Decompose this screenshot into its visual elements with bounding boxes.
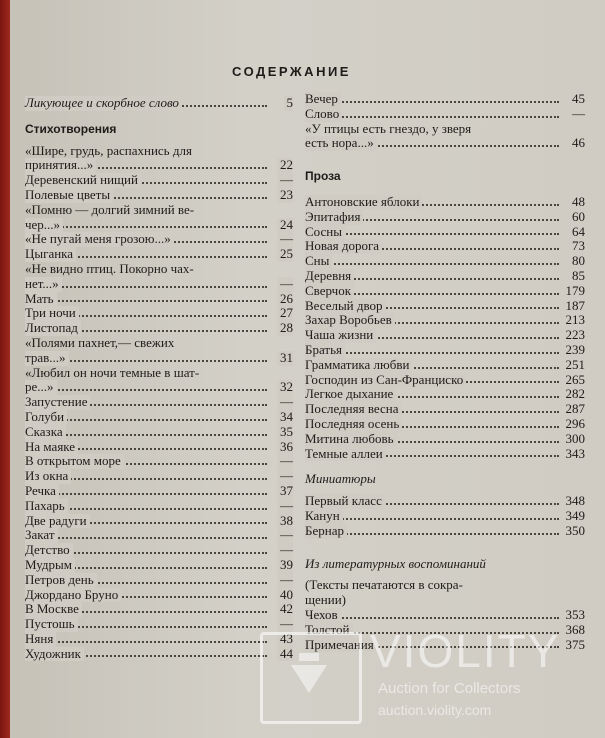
toc-entry xyxy=(25,321,293,336)
toc-entry-page: 60 xyxy=(569,210,585,225)
toc-entry-title: чер...» xyxy=(25,218,63,233)
toc-entry-page: — xyxy=(277,617,293,632)
toc-entry-title: Братья xyxy=(305,343,345,358)
toc-entry-page: 353 xyxy=(563,608,586,623)
toc-entry-title: На маяке xyxy=(25,440,78,455)
toc-entry xyxy=(25,188,293,203)
toc-entry-page: — xyxy=(277,543,293,558)
toc-entry-title: Стихотворения xyxy=(25,121,117,136)
toc-entry-page: 42 xyxy=(277,602,293,617)
toc-entry-title: Деревня xyxy=(305,269,354,284)
toc-entry-page: 37 xyxy=(277,484,293,499)
toc-entry-page: — xyxy=(277,528,293,543)
section-heading xyxy=(305,472,585,487)
toc-entry-title: Три ночи xyxy=(25,306,79,321)
toc-entry-title: ре...» xyxy=(25,380,57,395)
toc-entry xyxy=(305,417,585,432)
toc-entry xyxy=(305,524,585,539)
toc-entry xyxy=(25,558,293,573)
toc-entry xyxy=(305,373,585,388)
toc-entry-title: Из окна xyxy=(25,469,71,484)
toc-entry xyxy=(25,528,293,543)
toc-entry xyxy=(305,578,585,593)
toc-entry-page: 73 xyxy=(569,239,585,254)
toc-entry-page: 300 xyxy=(563,432,586,447)
toc-entry xyxy=(305,447,585,462)
toc-entry-title: «Шире, грудь, распахнись для xyxy=(25,142,192,158)
spacer xyxy=(25,111,293,122)
toc-entry-title: Слово xyxy=(305,107,342,122)
toc-entry-title: Новая дорога xyxy=(305,239,382,254)
toc-entry-title: Цыганка xyxy=(25,247,76,262)
toc-entry-title: «Не видно птиц. Покорно чах- xyxy=(25,260,194,276)
toc-entry-title: Запустение xyxy=(25,395,90,410)
toc-entry xyxy=(305,593,585,608)
toc-entry-page: 39 xyxy=(277,558,293,573)
toc-entry-page: 375 xyxy=(563,638,586,653)
toc-entry-title: Антоновские яблоки xyxy=(305,195,422,210)
toc-entry xyxy=(25,336,293,351)
toc-entry-page: 80 xyxy=(569,254,585,269)
toc-entry-page: 187 xyxy=(563,299,586,314)
toc-entry-title: Примечания xyxy=(305,638,377,653)
toc-entry-title: Веселый двор xyxy=(305,299,386,314)
toc-entry-page: 22 xyxy=(277,158,293,173)
toc-entry-page: — xyxy=(277,573,293,588)
toc-entry-title: Митина любовь xyxy=(305,432,397,447)
toc-entry xyxy=(25,484,293,499)
toc-entry-title: В Москве xyxy=(25,602,82,617)
toc-entry-page: — xyxy=(277,173,293,188)
toc-entry-title: Сны xyxy=(305,254,332,269)
toc-entry-title: Джордано Бруно xyxy=(25,588,121,603)
toc-entry-page: 48 xyxy=(569,195,585,210)
hammer-icon xyxy=(281,647,337,703)
toc-entry-title: Захар Воробьев xyxy=(305,313,395,328)
toc-entry-page: 45 xyxy=(569,92,585,107)
toc-entry xyxy=(25,247,293,262)
toc-entry-page: 348 xyxy=(563,494,586,509)
toc-entry xyxy=(25,632,293,647)
toc-entry xyxy=(25,440,293,455)
toc-entry-title: трав...» xyxy=(25,351,69,366)
toc-entry-title: «Полями пахнет,— свежих xyxy=(25,334,175,350)
toc-entry-title: В открытом море xyxy=(25,454,124,469)
toc-entry-page: 350 xyxy=(563,524,586,539)
toc-entry xyxy=(25,499,293,514)
toc-left-column xyxy=(25,96,293,661)
toc-entry-title: принятия...» xyxy=(25,158,96,173)
toc-entry xyxy=(25,395,293,410)
toc-entry-title: Чаша жизни xyxy=(305,328,376,343)
toc-entry-title: Канун xyxy=(305,509,343,524)
toc-entry-page: 64 xyxy=(569,225,585,240)
toc-entry-page: 38 xyxy=(277,514,293,529)
spacer xyxy=(305,151,585,162)
watermark-tagline: Auction for Collectors xyxy=(378,680,521,697)
toc-entry xyxy=(25,588,293,603)
toc-entry-title: Чехов xyxy=(305,608,341,623)
toc-entry xyxy=(25,410,293,425)
toc-entry-title: Проза xyxy=(305,169,341,184)
toc-entry-page: 34 xyxy=(277,410,293,425)
toc-entry-page: — xyxy=(277,232,293,247)
toc-entry-page: 27 xyxy=(277,306,293,321)
toc-entry xyxy=(25,602,293,617)
toc-entry xyxy=(305,343,585,358)
toc-entry-title: Сказка xyxy=(25,425,66,440)
toc-entry-title: Сверчок xyxy=(305,284,354,299)
toc-entry xyxy=(305,225,585,240)
toc-entry xyxy=(305,210,585,225)
toc-entry-title: Две радуги xyxy=(25,514,90,529)
toc-entry-page: 213 xyxy=(563,313,586,328)
toc-entry-page: 46 xyxy=(569,136,585,151)
toc-entry xyxy=(25,96,293,111)
toc-entry-page: 265 xyxy=(563,373,586,388)
toc-entry-page: 44 xyxy=(277,647,293,662)
toc-entry xyxy=(305,494,585,509)
watermark xyxy=(260,622,605,727)
toc-entry-page: 85 xyxy=(569,269,585,284)
toc-entry xyxy=(25,543,293,558)
toc-entry xyxy=(25,366,293,381)
toc-entry-page: 36 xyxy=(277,440,293,455)
toc-entry-title: Мать xyxy=(25,292,57,307)
toc-entry-title: Деревенский нищий xyxy=(25,173,141,188)
toc-entry-title: Бернар xyxy=(305,524,347,539)
toc-right-column xyxy=(305,92,585,652)
toc-entry-title: Листопад xyxy=(25,321,81,336)
toc-entry xyxy=(25,647,293,662)
toc-entry-title: Эпитафия xyxy=(305,210,363,225)
toc-entry-title: Грамматика любви xyxy=(305,358,412,373)
toc-entry-page: — xyxy=(277,454,293,469)
toc-entry xyxy=(25,454,293,469)
toc-entry xyxy=(305,136,585,151)
toc-entry-page: 343 xyxy=(563,447,586,462)
toc-entry-title: Мудрым xyxy=(25,558,75,573)
toc-entry xyxy=(25,158,293,173)
toc-entry-page: 368 xyxy=(563,623,586,638)
watermark-brand: VIOLITY xyxy=(370,625,561,677)
toc-entry-title: Петров день xyxy=(25,573,97,588)
toc-entry-title: Темные аллеи xyxy=(305,447,386,462)
toc-entry-page: 296 xyxy=(563,417,586,432)
toc-entry xyxy=(25,232,293,247)
toc-entry xyxy=(305,328,585,343)
toc-entry xyxy=(25,617,293,632)
toc-entry-page: 40 xyxy=(277,588,293,603)
toc-entry xyxy=(305,122,585,137)
section-heading xyxy=(25,122,293,137)
toc-entry-page: 349 xyxy=(563,509,586,524)
toc-entry-page: 223 xyxy=(563,328,586,343)
toc-entry-title: Господин из Сан-Франциско xyxy=(305,373,466,388)
toc-entry-page: — xyxy=(277,499,293,514)
section-heading xyxy=(305,169,585,184)
toc-entry-title: Толстой xyxy=(305,623,353,638)
toc-entry-title: щении) xyxy=(305,592,346,608)
toc-entry xyxy=(25,306,293,321)
book-spine xyxy=(0,0,10,738)
toc-entry-page: — xyxy=(569,107,585,122)
toc-entry xyxy=(25,573,293,588)
toc-entry-page: — xyxy=(277,395,293,410)
toc-entry-page: 28 xyxy=(277,321,293,336)
toc-entry xyxy=(305,432,585,447)
toc-entry-title: Вечер xyxy=(305,92,341,107)
toc-entry xyxy=(305,239,585,254)
toc-entry-page: 26 xyxy=(277,292,293,307)
toc-entry xyxy=(25,173,293,188)
toc-entry xyxy=(305,254,585,269)
toc-entry-page: 43 xyxy=(277,632,293,647)
toc-entry xyxy=(305,358,585,373)
toc-entry-page: 31 xyxy=(277,351,293,366)
toc-entry xyxy=(25,218,293,233)
toc-entry-title: нет...» xyxy=(25,277,62,292)
toc-entry xyxy=(25,262,293,277)
toc-entry-title: есть нора...» xyxy=(305,136,377,151)
spacer xyxy=(305,162,585,169)
toc-entry xyxy=(305,284,585,299)
toc-entry-title: Сосны xyxy=(305,225,345,240)
toc-entry-title: Речка xyxy=(25,484,59,499)
toc-entry-title: «У птицы есть гнездо, у зверя xyxy=(305,120,472,136)
toc-entry-page: 5 xyxy=(284,96,294,111)
toc-entry xyxy=(305,608,585,623)
toc-entry-title: Ликующее и скорбное слово xyxy=(25,96,182,111)
toc-entry xyxy=(305,299,585,314)
toc-entry xyxy=(305,509,585,524)
toc-entry-page: 32 xyxy=(277,380,293,395)
page-title: СОДЕРЖАНИЕ xyxy=(232,64,351,79)
toc-entry xyxy=(25,144,293,159)
toc-entry xyxy=(25,351,293,366)
spacer xyxy=(305,539,585,550)
toc-entry xyxy=(25,292,293,307)
toc-entry-title: Закат xyxy=(25,528,58,543)
toc-entry-title: «Любил он ночи темные в шат- xyxy=(25,364,200,380)
toc-entry xyxy=(25,425,293,440)
toc-entry-title: Пахарь xyxy=(25,499,68,514)
toc-entry xyxy=(305,402,585,417)
toc-entry xyxy=(305,387,585,402)
toc-entry xyxy=(305,313,585,328)
toc-entry-page: 287 xyxy=(563,402,586,417)
toc-entry-title: Последняя весна xyxy=(305,402,402,417)
toc-entry-title: Полевые цветы xyxy=(25,188,113,203)
toc-entry-title: (Тексты печатаются в сокра- xyxy=(305,577,463,593)
toc-entry-title: «Не пугай меня грозою...» xyxy=(25,232,174,247)
toc-entry-page: — xyxy=(277,469,293,484)
toc-entry xyxy=(25,203,293,218)
toc-entry-title: Первый класс xyxy=(305,494,385,509)
toc-entry-title: Последняя осень xyxy=(305,417,402,432)
toc-entry-page: 282 xyxy=(563,387,586,402)
watermark-logo xyxy=(260,632,362,724)
toc-entry-title: Из литературных воспоминаний xyxy=(305,555,486,571)
toc-entry-title: Миниатюры xyxy=(305,471,376,487)
watermark-url: auction.violity.com xyxy=(378,702,492,718)
toc-entry xyxy=(305,269,585,284)
toc-entry-page: 239 xyxy=(563,343,586,358)
toc-entry-page: 35 xyxy=(277,425,293,440)
toc-entry-page: 251 xyxy=(563,358,586,373)
toc-entry-title: Художник xyxy=(25,647,84,662)
toc-entry xyxy=(305,195,585,210)
toc-entry-page: 23 xyxy=(277,188,293,203)
toc-entry-page: 25 xyxy=(277,247,293,262)
toc-entry-page: — xyxy=(277,277,293,292)
toc-entry-title: Легкое дыхание xyxy=(305,387,396,402)
section-heading xyxy=(305,557,585,572)
toc-entry xyxy=(25,277,293,292)
toc-entry-page: 24 xyxy=(277,218,293,233)
toc-entry xyxy=(25,514,293,529)
toc-entry xyxy=(305,92,585,107)
toc-entry-title: Няня xyxy=(25,632,56,647)
toc-entry xyxy=(25,380,293,395)
toc-entry xyxy=(305,107,585,122)
toc-entry-title: Голуби xyxy=(25,410,67,425)
toc-entry-title: «Помню — долгий зимний ве- xyxy=(25,201,195,217)
toc-entry xyxy=(25,469,293,484)
toc-entry-title: Пустошь xyxy=(25,617,78,632)
toc-entry-page: 179 xyxy=(563,284,586,299)
toc-entry-title: Детство xyxy=(25,543,73,558)
